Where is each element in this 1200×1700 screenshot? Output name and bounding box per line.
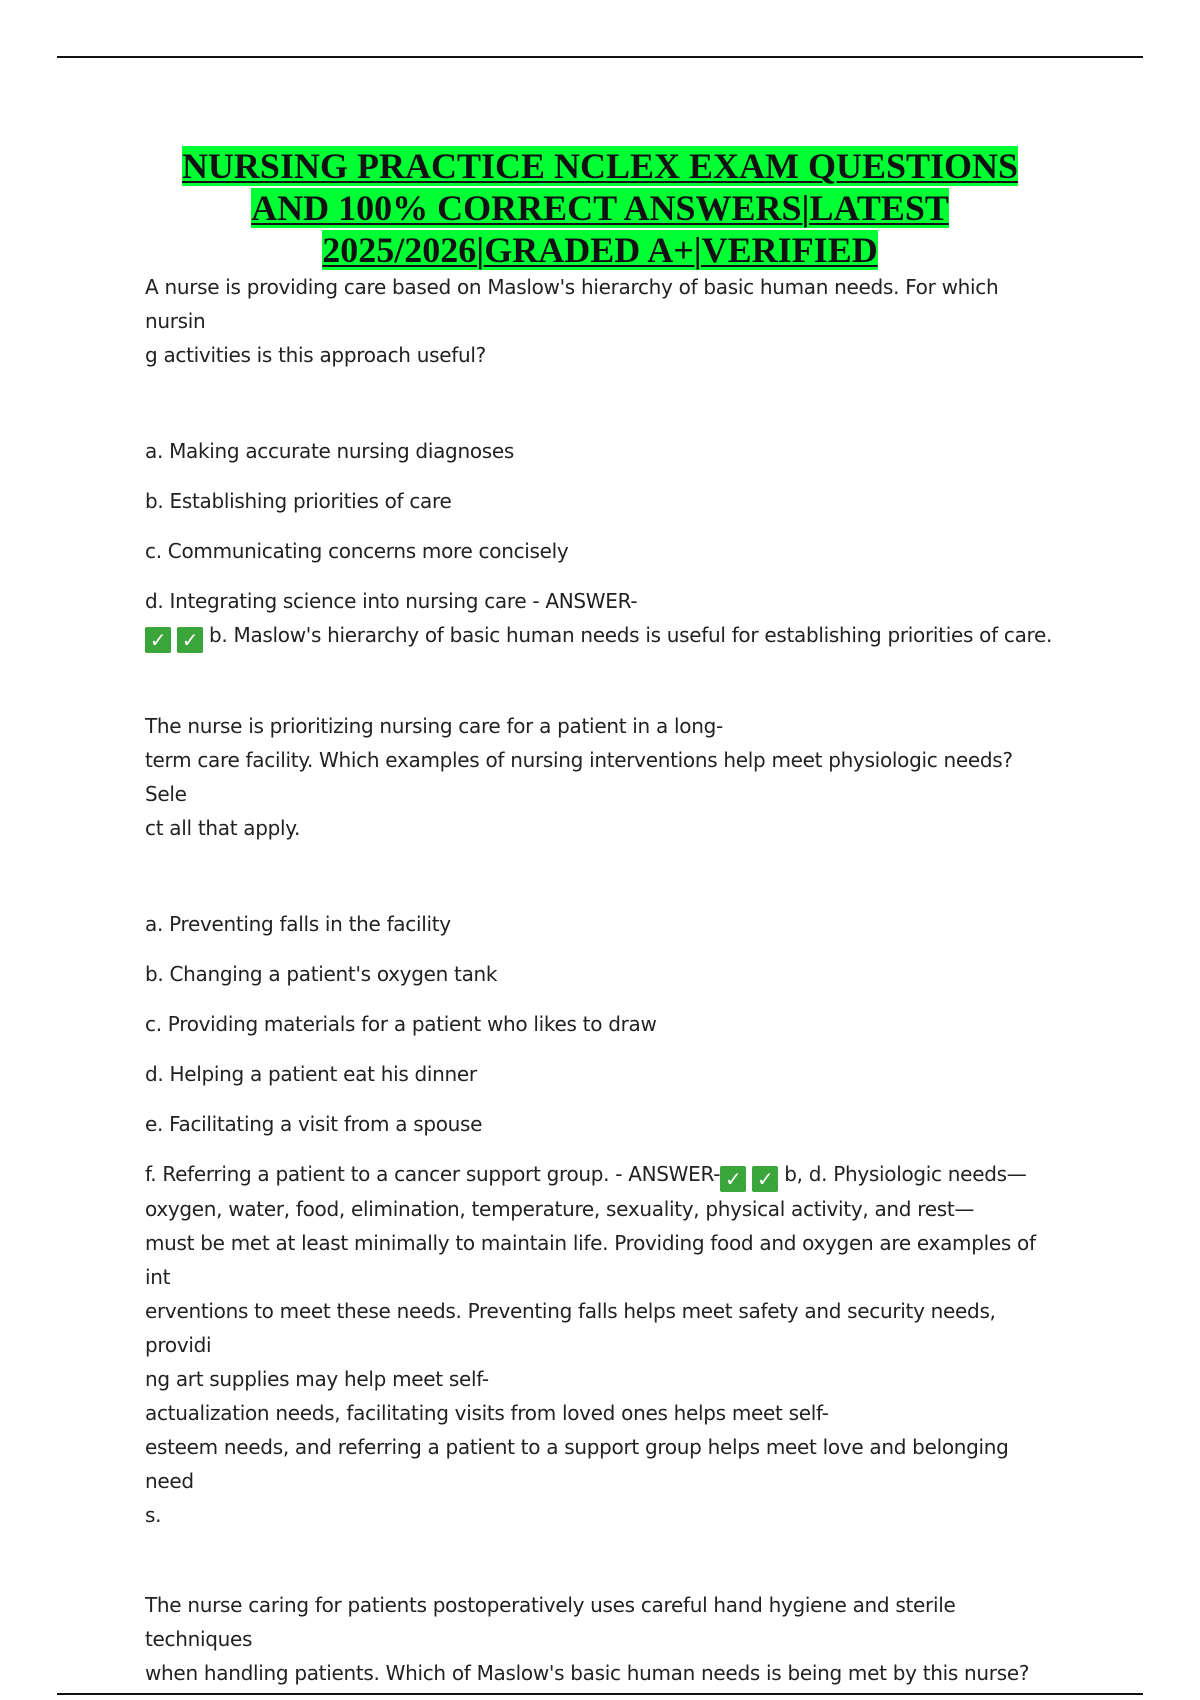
answer-text: f. Referring a patient to a cancer support group. - ANSWER- ✓ ✓ b, d. Physiologic needs— oxygen, water, food, elimination, temperature, sexuality, physical activity, and rest— must be met at least minimally to maintain life. Providing food and oxygen are examples of int erventions to meet these needs. Preventing falls helps meet safety and security needs, providi ng art supplies may help meet self- actualization needs, facilitating visits from loved ones helps meet self- esteem needs, and referring a patient to a support group helps meet love and belonging need s.: [145, 1162, 1036, 1527]
option-c: c. Communicating concerns more concisely: [145, 539, 569, 563]
title-line-1: NURSING PRACTICE NCLEX EXAM QUESTIONS: [181, 146, 1019, 186]
question-stem: The nurse is prioritizing nursing care for a patient in a long- term care facility. Which examples of nursing interventions help meet physiologic needs? Sele ct all that apply.: [145, 714, 1013, 840]
option-a: a. Preventing falls in the facility: [145, 912, 451, 936]
document-title: [100, 145, 1100, 271]
check-mark-icon: ✓: [145, 627, 171, 653]
question-block: [145, 1588, 1060, 1690]
question-stem: A nurse is providing care based on Maslow's hierarchy of basic human needs. For which nursin g activities is this approach useful?: [145, 275, 999, 367]
check-mark-icon: ✓: [177, 627, 203, 653]
option-f: f. Referring a patient to a cancer support group. - ANSWER-: [145, 1162, 721, 1186]
check-mark-icon: ✓: [720, 1166, 746, 1192]
question-block: [145, 709, 1060, 1532]
option-b: b. Establishing priorities of care: [145, 489, 452, 513]
title-line-2: AND 100% CORRECT ANSWERS|LATEST: [251, 188, 949, 228]
question-block: [145, 270, 1060, 653]
option-c: c. Providing materials for a patient who likes to draw: [145, 1012, 657, 1036]
answer-text: ✓ ✓ b. Maslow's hierarchy of basic human needs is useful for establishing priorities of care.: [145, 618, 1060, 653]
title-line-3: 2025/2026|GRADED A+|VERIFIED: [322, 230, 878, 270]
option-d: d. Integrating science into nursing care - ANSWER-: [145, 589, 638, 613]
option-d: d. Helping a patient eat his dinner: [145, 1062, 477, 1086]
option-a: a. Making accurate nursing diagnoses: [145, 439, 514, 463]
option-b: b. Changing a patient's oxygen tank: [145, 962, 498, 986]
question-stem: The nurse caring for patients postoperatively uses careful hand hygiene and sterile techniques when handling patients. Which of Maslow's basic human needs is being met by this nurse?: [145, 1593, 1030, 1685]
check-mark-icon: ✓: [752, 1166, 778, 1192]
top-rule: [57, 56, 1143, 58]
document-body: [145, 270, 1060, 1690]
option-e: e. Facilitating a visit from a spouse: [145, 1112, 483, 1136]
bottom-rule: [57, 1693, 1143, 1695]
